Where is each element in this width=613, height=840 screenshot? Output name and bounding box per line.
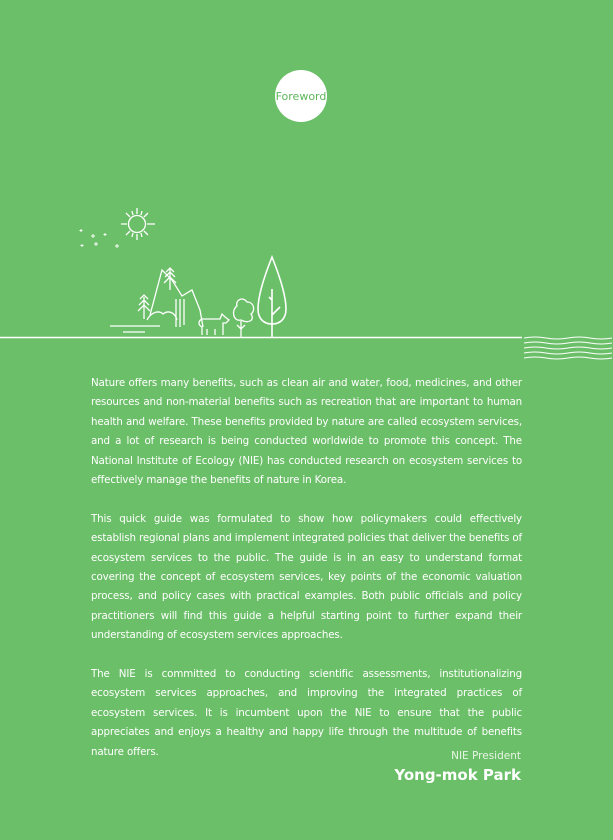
foreword-badge: Foreword <box>275 70 327 122</box>
signature-name: Yong-mok Park <box>394 766 521 784</box>
paragraph-2: This quick guide was formulated to show how policymakers could effectively establish regional plans and implement integrated policies that deliver the benefits of ecosystem services to the public. The guide is in an easy to understand format covering the concept of ecosystem services, key points of the economic valuation process, and policy cases with practical examples. Both public officials and policy practitioners will find this guide a helpful starting point to further expand their understanding of ecosystem services approaches. <box>91 512 522 642</box>
pine-trees-icon <box>138 268 176 319</box>
mountain-icon <box>110 270 203 332</box>
foreword-body <box>91 374 522 781</box>
paragraph-1: Nature offers many benefits, such as clean air and water, food, medicines, and other resources and non-material benefits such as recreation that are important to human health and welfare. These benefits provided by nature are called ecosystem services, and a lot of research is being conducted worldwide to promote this concept. The National Institute of Ecology (NIE) has conducted research on ecosystem services to effectively manage the benefits of nature in Korea. <box>91 377 522 487</box>
paragraph-3: The NIE is committed to conducting scientific assessments, institutionalizing ecosystem services approaches, and improving the integrated practices of ecosystem services. It is incumbent upon the NIE to ensure that the public appreciates and enjoys a healthy and happy life through the multitude of benefits nature offers. <box>91 668 522 758</box>
signature-role: NIE President <box>451 750 521 762</box>
sparkles-icon <box>80 229 120 248</box>
nature-illustration <box>0 195 613 370</box>
round-tree-icon <box>234 299 254 337</box>
fox-icon <box>199 314 229 335</box>
sun-icon <box>121 208 155 240</box>
tall-tree-icon <box>258 257 286 337</box>
water-waves-icon <box>524 337 612 359</box>
signature <box>394 750 521 784</box>
